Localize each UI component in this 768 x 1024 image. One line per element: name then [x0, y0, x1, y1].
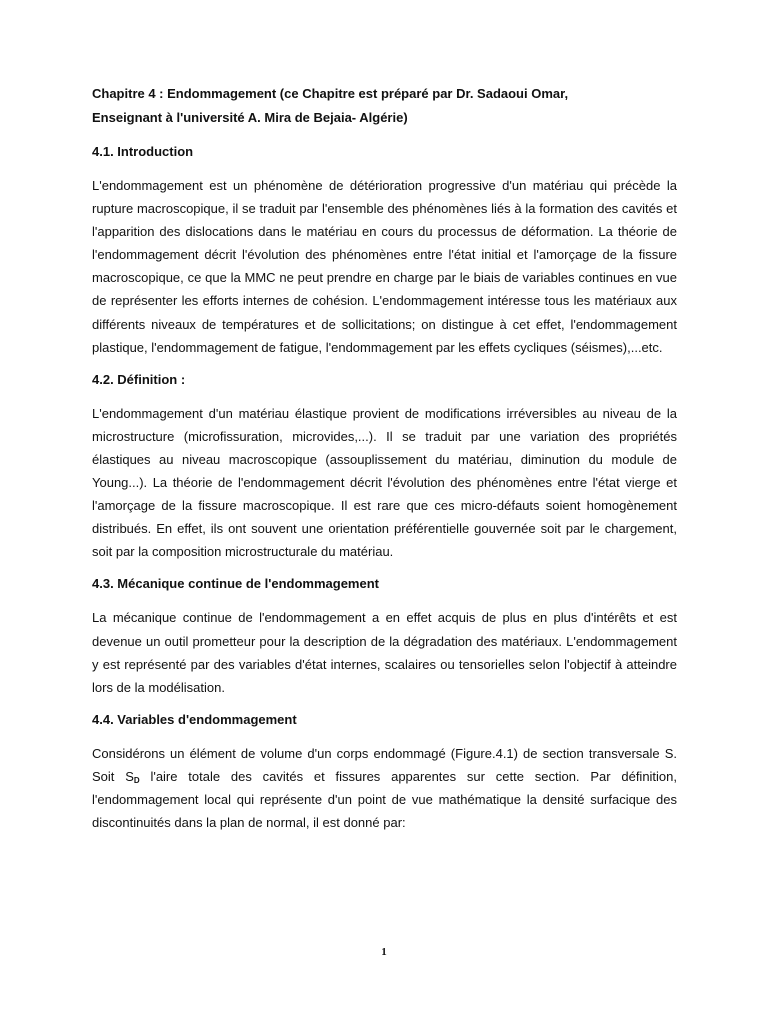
section-heading-variables: 4.4. Variables d'endommagement [92, 711, 297, 727]
paragraph-definition: L'endommagement d'un matériau élastique provient de modifications irréversibles au niveau de la microstructure (microfissuration, microvides,...). Il se traduit par une variation des propriétés élastiques au niveau macroscopique (assouplissement du matériau, diminution du module de Young...). La théorie de l'endommagement décrit l'évolution des phénomènes entre l'état vierge et l'amorçage de la fissure macroscopique. Il est rare que ces micro-défauts soient homogènement distribués. En effet, ils ont souvent une orientation préférentielle gouvernée soit par le chargement, soit par la composition microstructurale du matériau. [92, 405, 677, 560]
paragraph-mecanique: La mécanique continue de l'endommagement a en effet acquis de plus en plus d'intérêts et est devenue un outil prometteur pour la description de la dégradation des matériaux. L'endommagement y est représenté par des variables d'état internes, scalaires ou tensorielles selon l'objectif à atteindre lors de la modélisation. [92, 610, 677, 695]
paragraph-introduction: L'endommagement est un phénomène de détérioration progressive d'un matériau qui précède la rupture macroscopique, il se traduit par l'ensemble des phénomènes liés à la formation des cavités et l'apparition des dislocations dans le matériau en cours du processus de déformation. La théorie de l'endommagement décrit l'évolution des phénomènes entre l'état initial et l'amorçage de la fissure macroscopique, ce que la MMC ne peut prendre en charge par le biais de variables continues en vue de représenter les efforts internes de cohésion. L'endommagement intéresse tous les matériaux aux différents niveaux de températures et de sollicitations; on distingue à cet effet, l'endommagement plastique, l'endommagement de fatigue, l'endommagement par les effets cycliques (séismes),...etc. [92, 178, 677, 355]
paragraph-variables-part-2: l'aire totale des cavités et fissures apparentes sur cette section. Par définition, l'endommagement local qui représente d'un point de vue mathématique la densité surfacique des discontinuités dans la plan de normal, il est donné par: [92, 768, 678, 831]
chapter-title [92, 82, 677, 130]
document-page [92, 82, 677, 845]
section-heading-definition: 4.2. Définition : [92, 371, 186, 387]
paragraph-variables-part-1: Considérons un élément de volume d'un corps endommagé (Figure.4.1) de section transversale S. Soit S [92, 745, 677, 784]
chapter-title-line-2: Enseignant à l'université A. Mira de Bejaia- Algérie) [92, 110, 408, 125]
section-heading-introduction: 4.1. Introduction [92, 144, 194, 159]
section-heading-mecanique: 4.3. Mécanique continue de l'endommagement [92, 576, 379, 592]
subscript-d: D [133, 775, 140, 785]
chapter-title-line-1: Chapitre 4 : Endommagement (ce Chapitre est préparé par Dr. Sadaoui Omar, [92, 86, 569, 101]
paragraph-variables [92, 742, 677, 834]
page-number: 1 [381, 946, 387, 958]
